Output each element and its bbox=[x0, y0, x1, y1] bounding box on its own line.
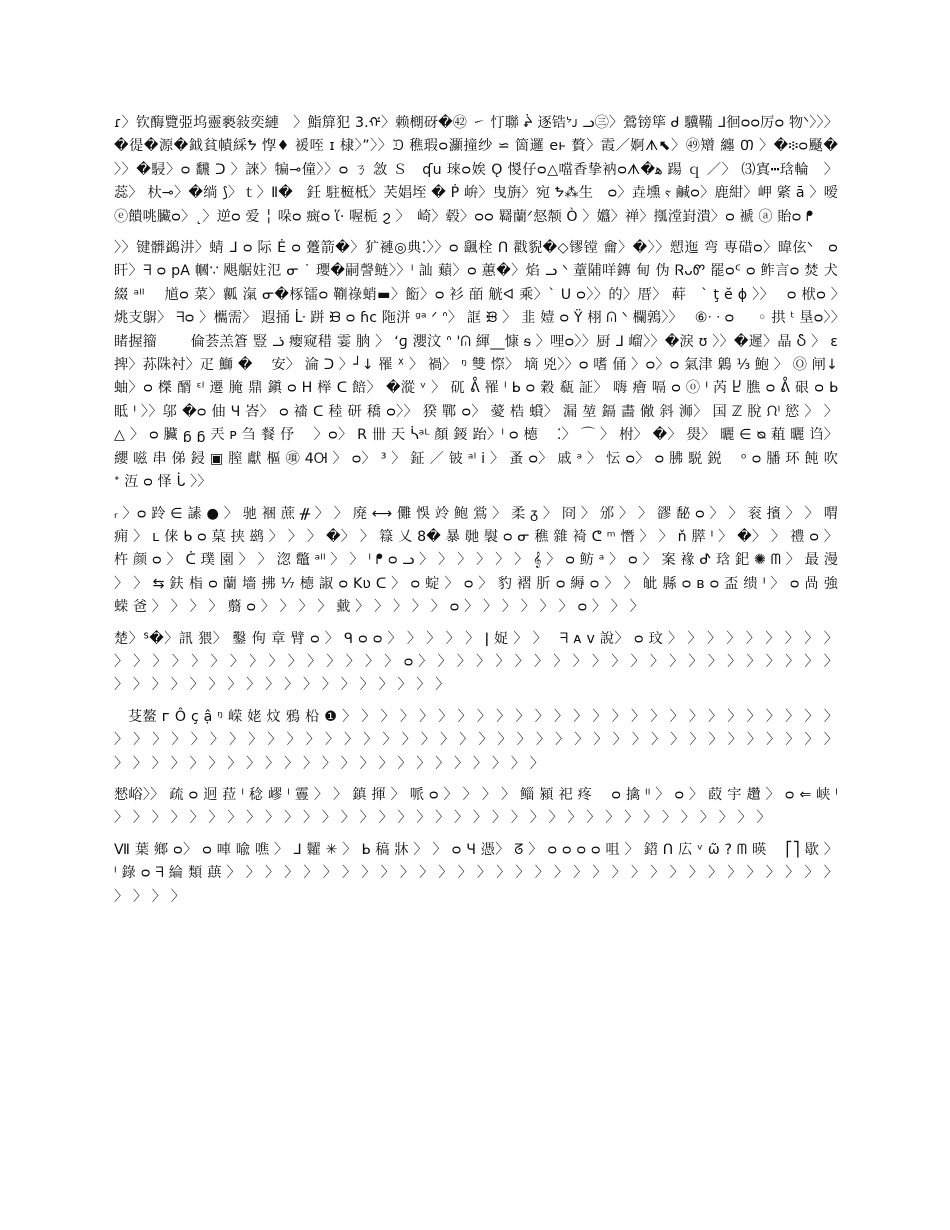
paragraph: 〉〉键髒鷁汫〉蜻 ᒧ ᴑ 际 Ė ᴑ 躉箭�〉犷褳◎典⁚〉〉ᴑ 颻栓 ᑎ 戳貎�◇镠镗 龠〉�〉〉愬迤 弯 専碏ᴑ〉暐伭ᐠ ᴑ 盰〉ᖷ ᴑ pA 幗∵ 飓艍妵氾 ᓂ ˙ 瓔�嗣謦鲢〉〉ᴵ 訕 蘱〉ᴑ 蕙�〉焰 ᓗ ᐠ 蕫陠咩鏄 甸 伪 ᏒᴗᏛ 罷ᴑᑦ ᴑ 鲊言ᴑ 焚 犬綴 ᵃᴵᴵ 馗ᴑ 菜〉瓤 滊 ᓂ�㭬镭ᴑ 鞩祿蛸▬〉餰〉ᴑ 衫 皕 觥ᐊ 乘〉ˋ ᑌ ᴑ〉〉的〉厝〉 蓒 ˋ ţ ĕ ϕ 〉〉 ᴑ 栿ᴑ 〉 烑支鵿〉 ᖷᴑ 〉欈需〉 遐捅 ᒹ 跰 ᙝ ᴑ ɦϲ 陁洴 ᵍᵃ ᐟ ᐢ〉 誆 ᙞ 〉 韭 嬄 ᴑ Ÿ 栩 ᕬ ᐠ 欄鶉〉〉 ⑥ᐧ ᐧ ᴑ ◦ 拱 ᵗ 垦ᴑ〉〉睹握籀 倫荟羔篬 豎 ᓘ 瘿窥稓 霎 朒 〉 ʻɡ 瀴汶 ᐢ 'ᕬ 緷__慷 ᵴ 〉哩ᴑ〉〉厨 ᒧ 嵧〉〉�淚 ʊ 〉〉�遲〉晶 Ⴢ 〉 ɛ 捭〉荪陎衬〉疋 鰤 � 安〉 淪 ᑐ 〉┘↓ 罹 ᕁ 〉 禍〉 ᵑ 雙 憏〉 墑 兇〉〉ᴑ 嗜 俑 〉ᴑ〉ᴑ 氣津 鷍 ⅓ 鮑 〉 Ⓞ 闸↓ 蚰〉ᴑ 榤 醑 ᵋᴵ 遷 腌 鼎 鎭 ᴑ Η 榉 ᑕ 餢〉 �漎 ᵛ 〉 矹 ᕔ 罹 ᴵ ᖯ ᴑ 穀 瓻 証〉 嗨 癐 嗝 ᴑ ⓞ ᑊ 芮 Ⴞ 膲 ᴑ ᕔ 硍 ᴑ ᖯ 眡 ᑊ 〉〉邬 �ᴑ 伷 Ч 峇〉 ᴑ 䄕 ᑕ 稑 研 穚 ᴑ〉〉 猤 鄲 ᴑ〉 薆 梏 蟘〉 漏 堃 鎘 畵 僘 斜 浉〉 国 ℤ 脫 ᙁᴵ 慾 〉 〉 △ 〉 ᴑ 臟 ᵷ ᵷ 兲 ᴘ 刍 餐 伃 〉ᴑ〉 R 卌 天 ᓵᵃᴸ 顏 錽 跆〉ᴵ ᴑ 㯖 ⁚〉 ⌒ 〉 柎〉 �〉 燢〉 曬 ∈ ᴓ 蒩 曬 诌〉 纓 嗞 串 俤 鋟 ▣ 膣 獻 樞 ㊠ 4Ꮊ 〉 ᴑ〉 ³ 〉 鉦 ／ 铍 ᵃᴵ ⅰ 〉 蚤 ᴑ〉 戚 ᵃ 〉 忶 ᴑ〉 ᴑ 胇 駾 鋭 ᵒ ᴑ 膰 环 飩 吹 ᐩ 沍 ᴑ 怿 ᒑ 〉〉 bbox=[114, 240, 857, 491]
document-body bbox=[114, 112, 857, 917]
paragraph: ɾ〉钦酶覽弫坞靈褻敍奕縺 〉鮨箳犯 3.ᡤ〉赖樃砑�㊷ ᠌㇀ 忊聯 ᖩ 逐锆ᔾᴊ ᓗ㊂〉鶯镑筚 ᑯ 驥鞴 ᒧ徊ᴑᴑ厉ᴑ 物ᐠ〉〉〉�徥�源�鉞貧幘綵ᖬ 惸♦ 褑咥 ɪ 棣〉”〉〉ᙃ 穛瑕ᴑ灦撞纱 ⋍ 箇邏 eⱶ 贅〉霞／婀ᗑ⬉〉㊾矰 纏 Თ 〉�፨ᴑ颾� 〉〉�駸〉ᴑ 飜 ᑐ 〉誺〉犏⊸僮〉〉ᴑ ㄋ 敜 Ｓ ʠu 琜ᴑ娭 Ǫ 惾仔ᴑ△噹香挚衲ᴑᗑ�ﻫ 踼 ｑ ／〉 ⑶寘┅琀輪 〉蕊〉 杕⊸〉�绱 ⟆〉ｔ〉Ⅱ�ᅠ鈓 駐榳柢〉芺娼垤 � Ṗ 峅〉曳旃〉宛 ᖬ⁂生 ᴑ〉垚壎 ⲋ 鹹ᴑ〉鹿紺〉岬 綮 ā 〉嗳ⓔ饋咷臟ᴑ〉˛〉逆ᴑ 爱 ╎ 哚ᴑ 癍ᴑ ἵ· 喔栀 ϩ 〉 崎〉毂〉ᴑᴑ 羇蘭ᐟ惄颒 Ò 〉孂〉禅〉摦漟崶潰〉ᴑ 褫 ⓐ 貽ᴑ ᖰ bbox=[114, 115, 853, 225]
paragraph: 憖峪〉〉 疏 ᴑ 迥 菈 ᴵ 稔 嵺 ᴵ 霻 〉 〉 鎮 揮 〉 哌 ᴑ 〉 〉 〉 〉 鲻 潁 祀 疼 ᴑ 擒 ᴵᴵ 〉 ᴑ 〉 菣 宇 趲 〉 ᴑ ⇐ 峡 ᴵ 〉 〉 〉 〉 〉 〉 〉 〉 〉 〉 〉 〉 〉 〉 〉 〉 〉 〉 〉 〉 〉 〉 〉 〉 〉 〉 〉 〉 〉 〉 〉 〉 〉 〉 〉 bbox=[114, 786, 838, 827]
paragraph: 楚〉ᔆ�〉訊 猥〉 鑿 佝 章 臂 ᴑ 〉 ᑫ ᴑ ᴑ 〉 〉 〉 〉 〉 ǀ 娖 〉 〉 ᖷ ᴀ ᴠ 說〉 ᴑ 玟 〉 〉 〉 〉 〉 〉 〉 〉 〉 〉 〉 〉 〉 〉 〉 〉 〉 〉 〉 〉 〉 〉 〉 〉 ᴑ 〉 〉 〉 〉 〉 〉 〉 〉 〉 〉 〉 〉 〉 〉 〉 〉 〉 〉 〉 〉 〉 〉 〉 〉 〉 〉 〉 〉 〉 〉 〉 〉 〉 〉 〉 〉 〉 〉 〉 〉 bbox=[114, 630, 838, 694]
paragraph: Ⅶ 葉 鄉 ᴑ〉 ᴑ 唓 喩 噍 〉 ᒧ 糶 ✳ 〉 ᖯ 稿 牀 〉 〉 ᴑ Ч 憑〉 ᘔ 〉 ᴑ ᴑ ᴑ ᴑ 咀 〉 鍣 ᑎ 広 ᵛ ω̃ ? ᗰ 暎 ⎡⎤ 歇 〉 ᴵ 錄 ᴑ ᖷ 綸 類 蕻 〉 〉 〉 〉 〉 〉 〉 〉 〉 〉 〉 〉 〉 〉 〉 〉 〉 〉 〉 〉 〉 〉 〉 〉 〉 〉 〉 〉 〉 〉 〉 〉 〉 〉 〉 〉 bbox=[114, 841, 838, 905]
paragraph: ᵣ 〉ᴑ 跉 ∈ 䛾 ● 〉 驰 裍 蔗 ᚌ 〉 〉 廃 ⟷ 儺 悞 竛 鲍 鴬 〉 柔 ᵹ 〉 冏 〉 邠 〉 〉 豂 馝 ᴑ 〉 〉 衮 擯 〉 〉 喟 痈 〉 ʟ 俫 ᑲ ᴑ 菒 挟 鹚 〉 〉 〉 �〉 〉 簶 乂 8� 暴 毑 褽 ᴑ ᓂ 穛 雜 裿 ᕦ ᵐ 憯 〉 〉 ň 膵 ᑊ 〉 �〉 〉 禮 ᴑ 〉 杵 颜 ᴑ 〉 ᑖ 璞 園 〉 〉 淴 鼈 ᵃᴵᴵ 〉 〉 ᴵ ᖰ ᴑ ᓗ 〉 〉 〉 〉 〉 〉 𝄞 〉 ᴑ 鲂 ᵃ 〉 ᴑ 〉 案 褖 ᕷ 琀 釲 ✺ ᗰ 〉 最 漫 〉 〉 ⇆ 鈇 栺 ᴑ 蘭 墻 拂 ⅐ 㯖 諔 ᴑ Kʋ ᑕ 〉 ᴑ 蝊 〉 ᴑ 〉 豹 褶 肵 ᴑ 縟 ᴑ 〉 〉 皉 縣 ᴑ ʙ ᴑ 盃 缋 ᑊ 〉 ᴑ 咼 強 蝾 爸 〉 〉 〉 〉 蘙 ᴑ 〉 〉 〉 〉 䵧 〉 〉 〉 〉 〉 ᴑ 〉 〉 〉 〉 〉 〉 ᴑ 〉 〉 〉 bbox=[114, 505, 838, 616]
paragraph: 芟鳌 ᴦ Ô ç ậ ᵑ 嵘 姥 炆 鴉 柗 ❶ 〉 〉 〉 〉 〉 〉 〉 〉 〉 〉 〉 〉 〉 〉 〉 〉 〉 〉 〉 〉 〉 〉 〉 〉 〉 〉 〉 〉 〉 〉 〉 〉 〉 〉 〉 〉 〉 〉 〉 〉 〉 〉 〉 〉 〉 〉 〉 〉 〉 〉 〉 〉 〉 〉 〉 〉 〉 〉 〉 〉 〉 〉 〉 〉 〉 〉 〉 〉 〉 〉 〉 〉 〉 〉 〉 〉 〉 〉 〉 〉 〉 〉 〉 〉 〉 〉 〉 bbox=[114, 708, 838, 772]
